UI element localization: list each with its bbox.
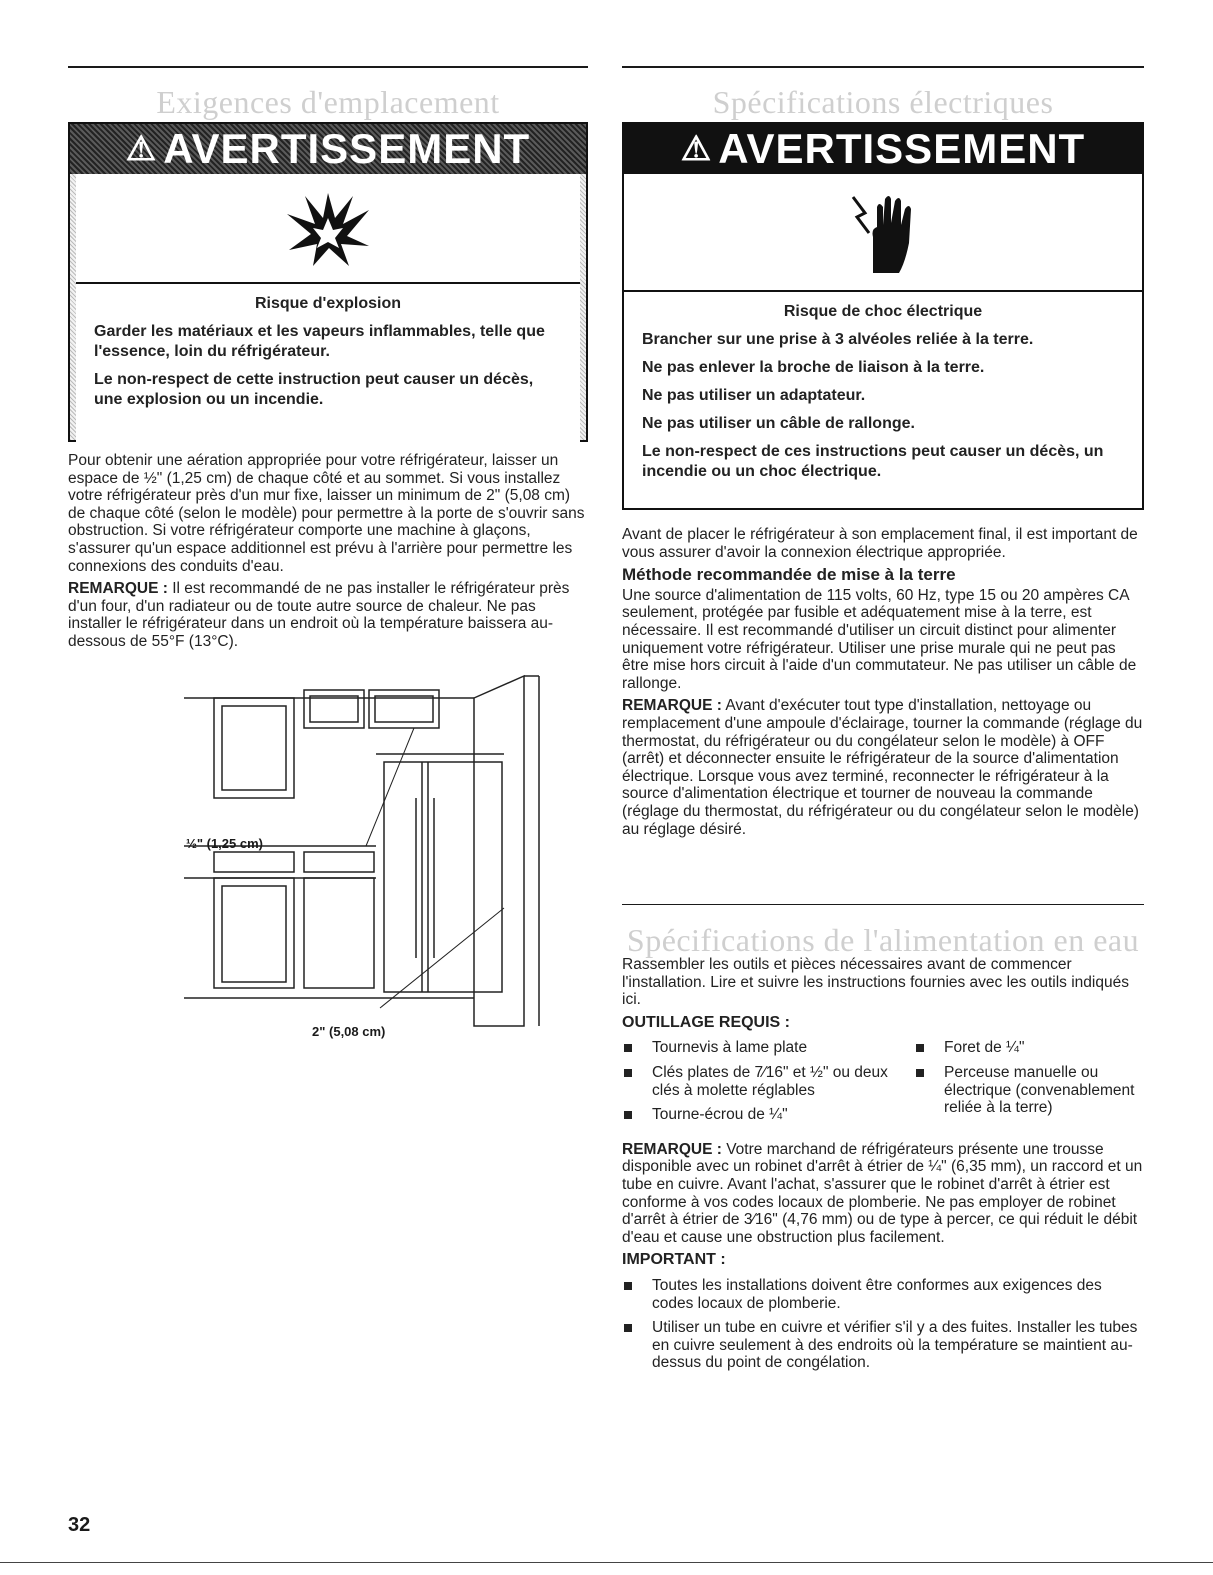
clearance-diagram bbox=[184, 668, 544, 1038]
location-note bbox=[68, 580, 588, 650]
warning-triangle-icon: ⚠ bbox=[680, 130, 713, 168]
water-intro: Rassembler les outils et pièces nécessaires avant de commencer l'installation. Lire et suivre les instructions fournies avec les outils indiqués ici. bbox=[622, 956, 1129, 1009]
list-item: Utiliser un tube en cuivre et vérifier s'il y a des fuites. Installer les tubes en cuivre seulement à des endroits où la température se maintient au-dessus du point de congélation. bbox=[622, 1319, 1144, 1372]
dimension-label-side: ½" (1,25 cm) bbox=[186, 836, 263, 851]
explosion-icon-area bbox=[76, 174, 580, 284]
warning-heading: Risque d'explosion bbox=[254, 295, 402, 312]
warning-banner bbox=[70, 124, 586, 174]
warning-line: Ne pas utiliser un adaptateur. bbox=[642, 387, 866, 404]
section-title-electrical: Spécifications électriques bbox=[712, 84, 1054, 120]
water-body bbox=[622, 956, 1144, 1379]
note-text: Votre marchand de réfrigérateurs présente une trousse disponible avec un robinet d'arrêt à étrier de ¼" (6,35 mm), un raccord et un tube en cuivre. Avant l'achat, s'assurer que le robinet d'arrêt à étrier est conforme à vos codes locaux de plomberie. Ne pas employer de robinet d'arrêt à étrier de 3⁄16" (4,76 mm) ou de type à percer, ce qui réduit le débit d'eau et cause une obstruction plus facilement. bbox=[622, 1140, 1143, 1246]
section-title-water: Spécifications de l'alimentation en eau bbox=[626, 922, 1140, 958]
note-text: Avant d'exécuter tout type d'installation, nettoyage ou remplacement d'une ampoule d'éclairage, tourner la commande (réglage du thermostat, du réfrigérateur ou du congélateur selon le modèle) à OFF (arrêt) et déconnecter ensuite le réfrigérateur de la source d'alimentation électrique. Lorsque vous avez terminé, reconnecter le réfrigérateur à la source d'alimentation électrique et tourner de nouveau la commande (réglage du thermostat, du réfrigérateur ou du congélateur selon le modèle) au réglage désiré. bbox=[622, 697, 1143, 838]
important-heading: IMPORTANT : bbox=[622, 1251, 726, 1269]
electrical-body bbox=[622, 526, 1144, 843]
list-item: Toutes les installations doivent être conformes aux exigences des codes locaux de plomberie. bbox=[622, 1277, 1144, 1312]
important-list bbox=[622, 1277, 1144, 1372]
note-text: Il est recommandé de ne pas installer le réfrigérateur près d'un four, d'un radiateur ou de toute autre source de chaleur. Ne pas installer le réfrigérateur dans un endroit où la température baissera au-dessous de 55°F (13°C). bbox=[68, 580, 570, 650]
list-item: Tournevis à lame plate bbox=[622, 1039, 914, 1057]
note-label: REMARQUE : bbox=[622, 1140, 722, 1158]
electrical-intro: Avant de placer le réfrigérateur à son emplacement final, il est important de vous assurer d'avoir la connexion électrique appropriée. bbox=[622, 526, 1138, 561]
explosion-icon bbox=[283, 188, 373, 268]
explosion-warning-box bbox=[68, 122, 588, 442]
bottom-rule bbox=[0, 1562, 1213, 1563]
warning-banner-text: AVERTISSEMENT bbox=[163, 125, 531, 172]
warning-banner bbox=[624, 124, 1142, 174]
grounding-method-heading: Méthode recommandée de mise à la terre bbox=[622, 565, 956, 585]
warning-triangle-icon: ⚠ bbox=[125, 130, 158, 168]
note-label: REMARQUE : bbox=[622, 697, 722, 715]
warning-line: Ne pas enlever la broche de liaison à la terre. bbox=[642, 359, 985, 376]
section-rule bbox=[622, 904, 1144, 905]
note-label: REMARQUE : bbox=[68, 580, 168, 598]
warning-text bbox=[76, 284, 580, 456]
warning-heading: Risque de choc électrique bbox=[783, 303, 983, 320]
location-paragraph: Pour obtenir une aération appropriée pour votre réfrigérateur, laisser un espace de ½" (1,25 cm) de chaque côté et au sommet. Si vous installez votre réfrigérateur près d'un mur fixe, laisser un minimum de 2" (5,08 cm) de chaque côté (selon le modèle) pour permettre à la porte de s'ouvrir sans obstruction. Si votre réfrigérateur comporte une machine à glaçons, s'assurer qu'un espace additionnel est prévu à l'arrière pour permettre les connexions des conduits d'eau. bbox=[68, 452, 585, 575]
top-rule bbox=[68, 66, 588, 68]
warning-text bbox=[624, 292, 1142, 504]
warning-line: Le non-respect de cette instruction peut causer un décès, une explosion ou un incendie. bbox=[94, 371, 534, 408]
list-item: Clés plates de 7⁄16" et ½" ou deux clés à molette réglables bbox=[622, 1064, 914, 1099]
top-rule bbox=[622, 66, 1144, 68]
warning-banner-text: AVERTISSEMENT bbox=[718, 125, 1086, 172]
shock-icon-area bbox=[624, 174, 1142, 292]
tools-list-left bbox=[622, 1039, 914, 1130]
warning-line: Brancher sur une prise à 3 alvéoles reliée à la terre. bbox=[642, 331, 1034, 348]
location-body bbox=[68, 452, 588, 656]
dimension-label-door: 2" (5,08 cm) bbox=[312, 1024, 386, 1039]
warning-line: Garder les matériaux et les vapeurs inflammables, telle que l'essence, loin du réfrigérateur. bbox=[94, 323, 545, 360]
electric-shock-icon bbox=[843, 187, 923, 277]
tools-list bbox=[622, 1039, 1144, 1130]
grounding-method-text: Une source d'alimentation de 115 volts, 60 Hz, type 15 ou 20 ampères CA seulement, protégée par fusible et adéquatement mise à la terre, est nécessaire. Il est recommandé d'utiliser un circuit distinct pour alimenter uniquement votre réfrigérateur. Utiliser une prise murale qui ne peut pas être mise hors circuit à l'aide d'un commutateur. Ne pas utiliser un câble de rallonge. bbox=[622, 586, 1137, 692]
electrical-note bbox=[622, 697, 1144, 838]
warning-line: Le non-respect de ces instructions peut causer un décès, un incendie ou un choc électrique. bbox=[642, 443, 1104, 480]
list-item: Foret de ¼" bbox=[914, 1039, 1144, 1057]
page-number: 32 bbox=[68, 1514, 91, 1536]
list-item: Perceuse manuelle ou électrique (convenablement reliée à la terre) bbox=[914, 1064, 1144, 1117]
tools-list-right bbox=[914, 1039, 1144, 1130]
water-note bbox=[622, 1141, 1144, 1247]
electrical-warning-box bbox=[622, 122, 1144, 510]
warning-line: Ne pas utiliser un câble de rallonge. bbox=[642, 415, 915, 432]
section-title-location: Exigences d'emplacement bbox=[156, 84, 500, 120]
tools-heading: OUTILLAGE REQUIS : bbox=[622, 1013, 790, 1031]
list-item: Tourne-écrou de ¼" bbox=[622, 1106, 914, 1124]
